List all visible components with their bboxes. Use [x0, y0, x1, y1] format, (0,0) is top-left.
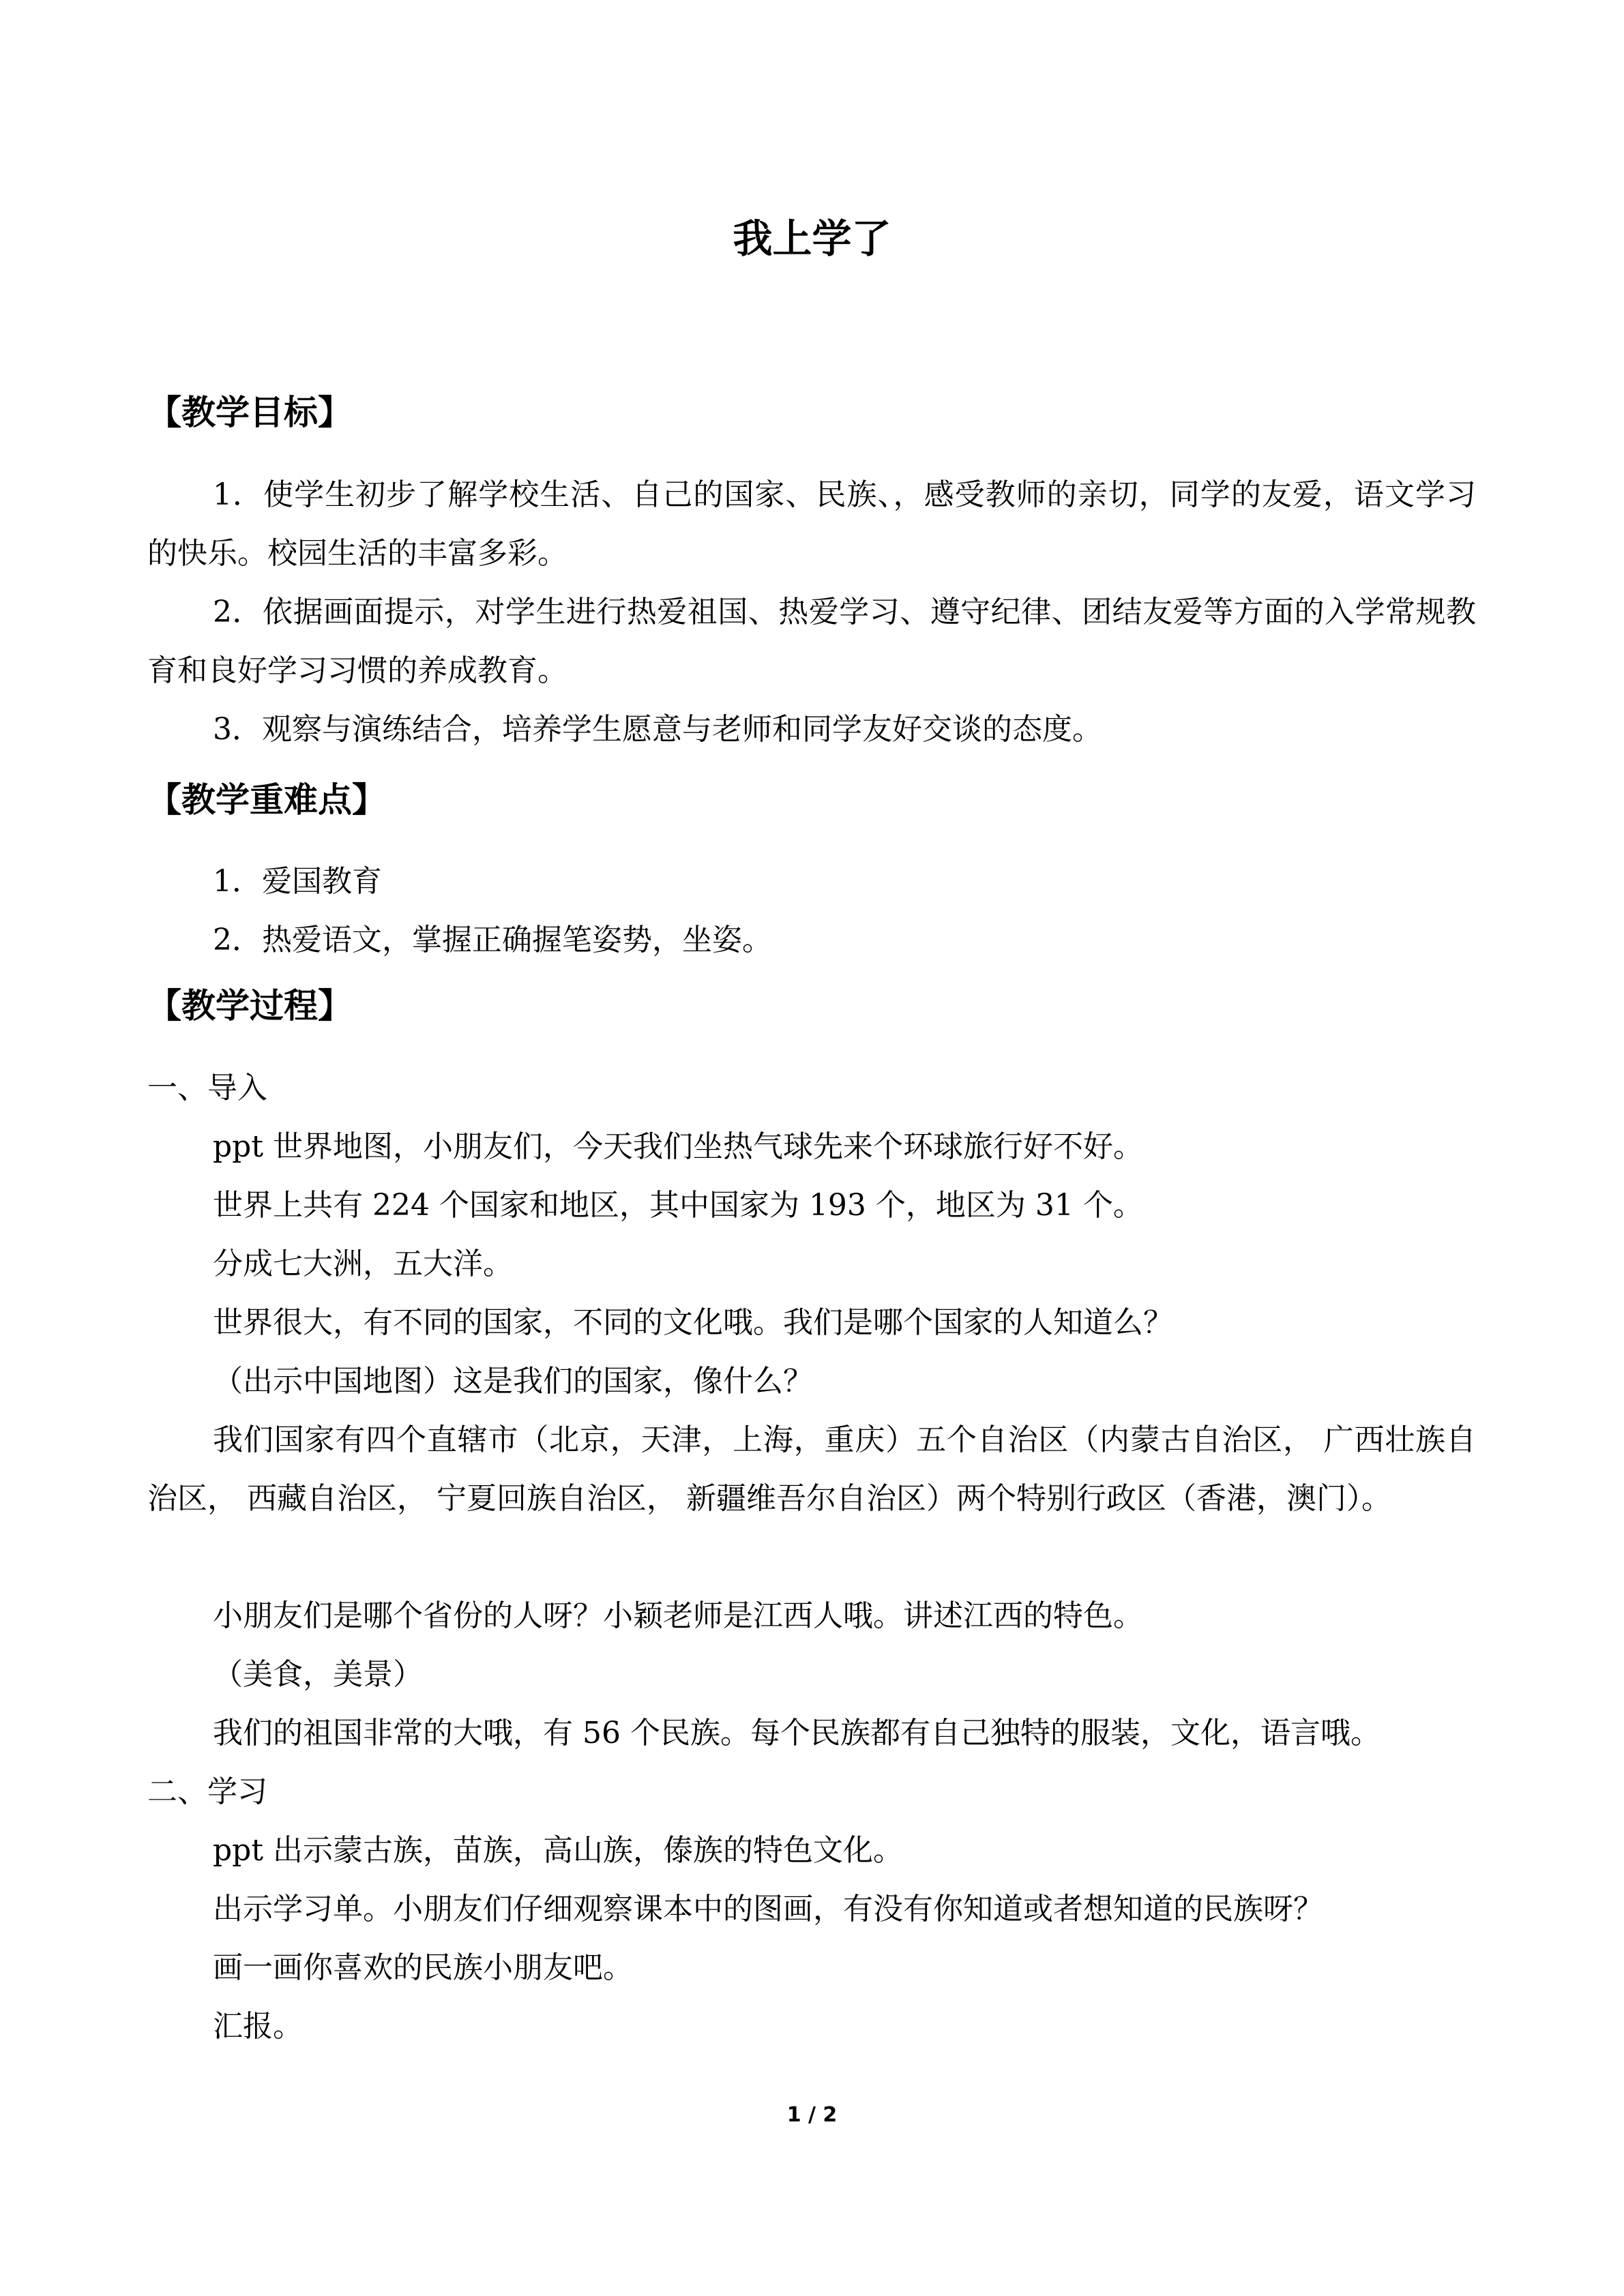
- section-heading-process: 【教学过程】: [147, 986, 352, 1026]
- page-number: 1 / 2: [786, 2103, 838, 2127]
- process-line: ppt 出示蒙古族，苗族，高山族，傣族的特色文化。: [213, 1833, 903, 1868]
- key-point-item-1: 1．爱国教育: [213, 864, 382, 899]
- process-line: ppt 世界地图，小朋友们，今天我们坐热气球先来个环球旅行好不好。: [213, 1129, 1143, 1164]
- process-line: 世界很大，有不同的国家，不同的文化哦。我们是哪个国家的人知道么？: [213, 1305, 1173, 1340]
- process-line: 画一画你喜欢的民族小朋友吧。: [213, 1950, 633, 1985]
- process-line: 汇报。: [213, 2009, 303, 2044]
- process-line: 我们的祖国非常的大哦，有 56 个民族。每个民族都有自己独特的服装，文化，语言哦。: [213, 1716, 1381, 1750]
- process-line: 小朋友们是哪个省份的人呀？小颖老师是江西人哦。讲述江西的特色。: [213, 1598, 1143, 1633]
- process-line: （出示中国地图）这是我们的国家，像什么？: [213, 1364, 813, 1399]
- process-line: 分成七大洲，五大洋。: [213, 1247, 513, 1281]
- objective-item-1: 1．使学生初步了解学校生活、自己的国家、民族、，感受教师的亲切，同学的友爱，语文学习的快乐。校园生活的丰富多彩。: [147, 477, 1476, 571]
- section-heading-key-points: 【教学重难点】: [147, 780, 386, 820]
- process-paragraph: 我们国家有四个直辖市（北京，天津，上海，重庆）五个自治区（内蒙古自治区， 广西壮族自治区， 西藏自治区， 宁夏回族自治区， 新疆维吾尔自治区）两个特别行政区（香港，澳门）。: [147, 1422, 1476, 1516]
- process-line: （美食，美景）: [213, 1657, 423, 1692]
- objective-item-2: 2．依据画面提示，对学生进行热爱祖国、热爱学习、遵守纪律、团结友爱等方面的入学常规教育和良好学习习惯的养成教育。: [147, 595, 1476, 688]
- process-part2-title: 二、学习: [147, 1774, 267, 1809]
- key-point-item-2: 2．热爱语文，掌握正确握笔姿势，坐姿。: [213, 923, 772, 957]
- section-heading-objectives: 【教学目标】: [147, 393, 352, 432]
- process-line: 世界上共有 224 个国家和地区，其中国家为 193 个，地区为 31 个。: [213, 1188, 1143, 1223]
- process-line: 出示学习单。小朋友们仔细观察课本中的图画，有没有你知道或者想知道的民族呀？: [213, 1892, 1323, 1926]
- process-part1-title: 一、导入: [147, 1071, 267, 1105]
- objective-item-3: 3．观察与演练结合，培养学生愿意与老师和同学友好交谈的态度。: [213, 712, 1102, 747]
- page-title: 我上学了: [733, 215, 891, 262]
